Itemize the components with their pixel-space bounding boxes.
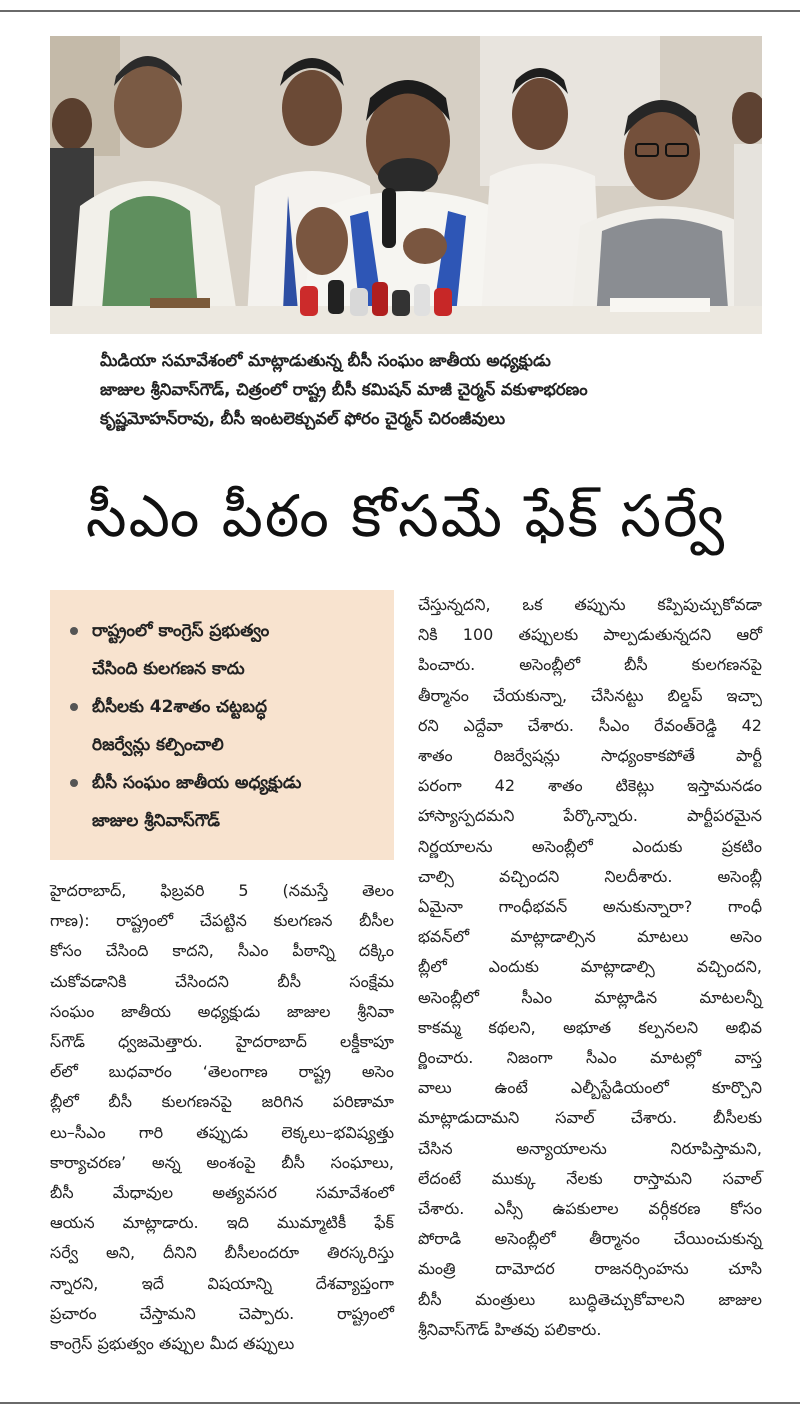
article-body-left-column	[50, 876, 394, 1359]
press-conference-photo	[50, 36, 762, 334]
body-line: ల్‌లో బుధవారం ‘తెలంగాణ రాష్ట్ర అసెం	[50, 1062, 394, 1082]
body-line: నికి 100 తప్పులకు పాల్పడుతున్నదని ఆరో	[418, 625, 762, 645]
body-line: బీసీ మేధావుల అత్యవసర సమావేశంలో	[50, 1183, 394, 1203]
body-line: ఆయన మాట్లాడారు. ఇది ముమ్మాటికీ ఫేక్	[50, 1213, 394, 1233]
highlight-item	[70, 612, 386, 688]
caption-line: మీడియా సమావేశంలో మాట్లాడుతున్న బీసీ సంఘం జాతీయ అధ్యక్షుడు	[100, 351, 551, 370]
body-line: కోసం చేసింది కాదని, సీఎం పీఠాన్ని దక్కిం	[50, 941, 394, 961]
body-line: తీర్మానం చేయకున్నా, చేసినట్టు బిల్డప్ ఇచ్చా	[418, 685, 762, 705]
body-line: భవన్‌లో మాట్లాడాల్సిన మాటలు అసెం	[418, 927, 762, 947]
body-line: మాట్లాడుదామని సవాల్ చేశారు. బీసీలకు	[418, 1108, 762, 1128]
body-line: శ్రీనివాస్‌గౌడ్ హితవు పలికారు.	[418, 1319, 602, 1339]
caption-line: కృష్ణమోహన్‌రావు, బీసీ ఇంటలెక్చువల్ ఫోరం చైర్మన్ చిరంజీవులు	[100, 409, 506, 428]
highlight-line: బీసీలకు 42శాతం చట్టబద్ధ	[92, 697, 267, 717]
body-line: హైదరాబాద్, ఫిబ్రవరి 5 (నమస్తే తెలం	[50, 881, 394, 900]
body-line: ప్రచారం చేస్తామని చెప్పారు. రాష్ట్రంలో	[50, 1303, 394, 1323]
body-line: సర్వే అని, దీనిని బీసీలందరూ తిరస్కరిస్తు	[50, 1243, 394, 1263]
photo-illustration	[50, 36, 762, 334]
body-line: మంత్రి దామోదర రాజనర్సింహను చూసి	[418, 1259, 762, 1279]
body-line: ఏమైనా గాంధీభవన్ అనుకున్నారా? గాంధీ	[418, 897, 762, 917]
body-line: పోరాడి అసెంబ్లీలో తీర్మానం చేయించుకున్న	[418, 1229, 762, 1249]
body-line: కాకమ్మ కథలని, అభూత కల్పనలని అభివ	[418, 1017, 762, 1037]
body-line: ర్ణించారు. నిజంగా సీఎం మాటల్లో వాస్త	[418, 1048, 762, 1068]
photo-caption	[100, 346, 760, 433]
highlight-line: జాజుల శ్రీనివాస్‌గౌడ్	[92, 811, 220, 831]
highlight-item	[70, 764, 386, 840]
body-line: స్‌గౌడ్ ధ్వజమెత్తారు. హైదరాబాద్ లక్డీకాపూ	[50, 1032, 394, 1052]
bottom-rule	[0, 1402, 800, 1404]
body-line: నిర్ణయాలను అసెంబ్లీలో ఎందుకు ప్రకటిం	[418, 836, 762, 856]
body-line: కాంగ్రెస్ ప్రభుత్వం తప్పుల మీద తప్పులు	[50, 1334, 295, 1354]
highlights-list	[70, 612, 386, 840]
body-line: శాతం రిజర్వేషన్లు సాధ్యంకాకపోతే పార్టీ	[418, 746, 762, 766]
bullet-icon	[70, 627, 78, 635]
highlights-box	[50, 590, 394, 860]
bullet-icon	[70, 703, 78, 711]
body-line: సంఘం జాతీయ అధ్యక్షుడు జాజుల శ్రీనివా	[50, 1001, 394, 1021]
body-line: బ్లీలో ఎందుకు మాట్లాడాల్సి వచ్చిందని,	[418, 957, 762, 977]
body-line: చేశారు. ఎస్సీ ఉపకులాల వర్గీకరణ కోసం	[418, 1199, 762, 1219]
body-line: లు–సీఎం గారి తప్పుడు లెక్కలు–భవిష్యత్తు	[50, 1122, 394, 1142]
highlight-line: రిజర్వేన్లు కల్పించాలి	[92, 735, 224, 755]
highlight-line: బీసీ సంఘం జాతీయ అధ్యక్షుడు	[92, 773, 302, 793]
body-line: చాల్సి వచ్చిందని నిలదీశారు. అసెంబ్లీ	[418, 866, 762, 886]
body-line: పించారు. అసెంబ్లీలో బీసీ కులగణనపై	[418, 655, 762, 675]
body-line: లేదంటే ముక్కు నేలకు రాస్తామని సవాల్	[418, 1168, 762, 1188]
body-line: రని ఎద్దేవా చేశారు. సీఎం రేవంత్‌రెడ్డి 42	[418, 715, 762, 735]
body-line: చేస్తున్నదని, ఒక తప్పును కప్పిపుచ్చుకోవడా	[418, 595, 762, 614]
body-line: వాలు ఉంటే ఎల్బీస్టేడియంలో కూర్చొని	[418, 1078, 762, 1098]
body-line: గాణ): రాష్ట్రంలో చేపట్టిన కులగణన బీసీల	[50, 911, 394, 931]
article-body-right-column	[418, 590, 762, 1345]
article-headline: సీఎం పీఠం కోసమే ఫేక్ సర్వే	[85, 482, 727, 550]
body-line: అసెంబ్లీలో సీఎం మాట్లాడిన మాటలన్నీ	[418, 987, 762, 1007]
highlight-line: చేసింది కులగణన కాదు	[92, 659, 245, 679]
body-line: న్నారని, ఇదే విషయాన్ని దేశవ్యాప్తంగా	[50, 1273, 394, 1293]
body-line: హాస్యాస్పదమని పేర్కొన్నారు. పార్టీపరమైన	[418, 806, 762, 826]
highlight-line: రాష్ట్రంలో కాంగ్రెస్ ప్రభుత్వం	[92, 621, 270, 641]
body-line: చుకోవడానికి చేసిందని బీసీ సంక్షేమ	[50, 971, 394, 991]
highlight-item	[70, 688, 386, 764]
body-line: బీసీ మంత్రులు బుద్ధితెచ్చుకోవాలని జాజుల	[418, 1289, 762, 1309]
body-line: చేసిన అన్యాయాలను నిరూపిస్తామని,	[418, 1138, 762, 1158]
body-line: బ్లీలో బీసీ కులగణనపై జరిగిన పరిణామా	[50, 1092, 394, 1112]
top-rule	[0, 10, 800, 12]
body-line: కార్యాచరణ’ అన్న అంశంపై బీసీ సంఘాలు,	[50, 1152, 394, 1172]
caption-line: జాజుల శ్రీనివాస్‌గౌడ్, చిత్రంలో రాష్ట్ర బీసీ కమిషన్ మాజీ చైర్మన్ వకుళాభరణం	[100, 380, 588, 399]
bullet-icon	[70, 779, 78, 787]
body-line: పరంగా 42 శాతం టికెట్లు ఇస్తామనడం	[418, 776, 762, 796]
